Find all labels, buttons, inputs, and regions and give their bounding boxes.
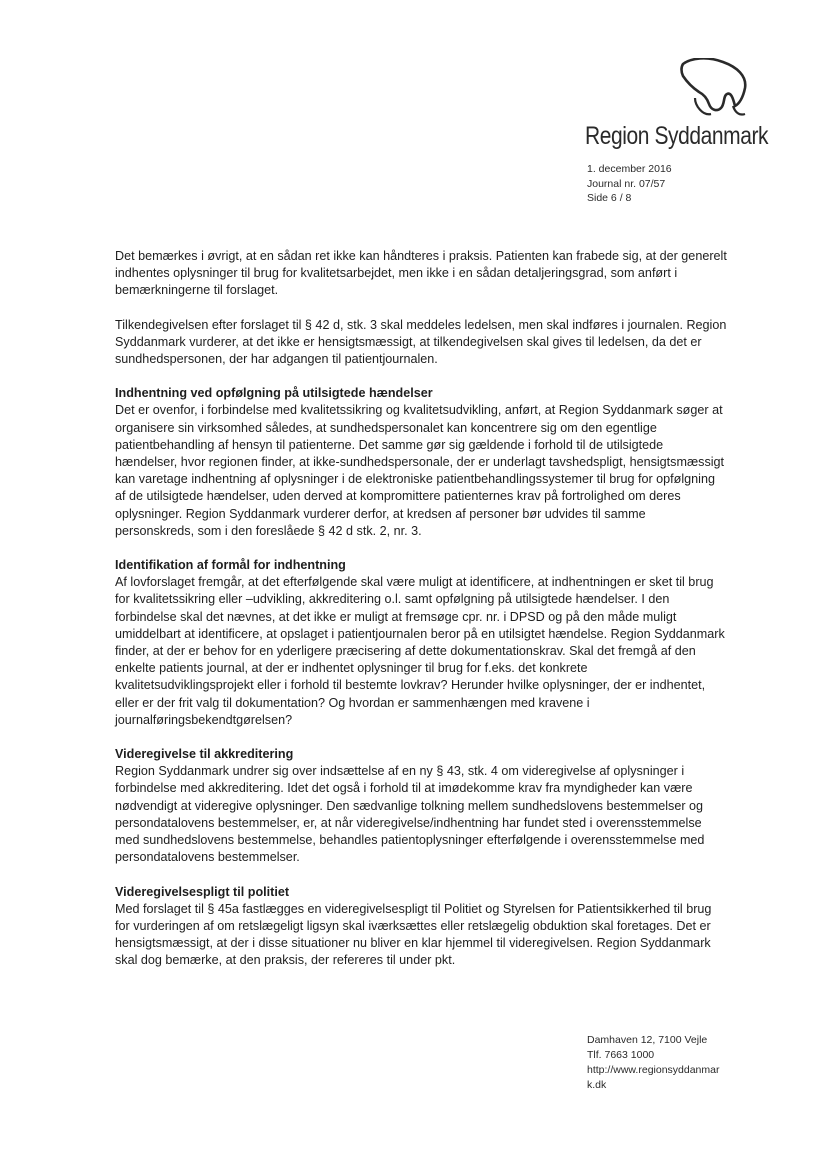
section-text: Af lovforslaget fremgår, at det efterfølgende skal være muligt at identificere, at indhentningen er sket til brug for kvalitetssikring eller –udvikling, akkreditering o.l. samt opfølgning på utilsigtede hændelser. I den forbindelse skal det nævnes, at det ikke er muligt at fremsøge cpr. nr. i DPSD og på den måde muligt umiddelbart at identificere, at opslaget i patientjournalen beror på en utilsigtet hændelse. Region Syddanmark finder, at der er behov for en yderligere præcisering af dette dokumentationskrav. Skal det fremgå af den enkelte patients journal, at der er indhentet oplysninger til brug for f.eks. det konkrete kvalitetsudviklingsprojekt eller i forhold til bestemte lovkrav? Herunder hvilke oplysninger, der er indhentet, eller er der frit valg til dokumentation? Og hvordan er sammenhængen med kravene i journalføringsbekendtgørelsen? <box>115 575 725 727</box>
logo-text: Region Syddanmark <box>585 122 769 150</box>
logo-mark-icon <box>673 58 753 120</box>
section-heading: Identifikation af formål for indhentning <box>115 558 346 573</box>
paragraph: Tilkendegivelsen efter forslaget til § 42 d, stk. 3 skal meddeles ledelsen, men skal indføres i journalen. Region Syddanmark vurderer, at det ikke er hensigtsmæssigt, at tilkendegivelsen skal gives til ledelsen, da det er sundhedspersonen, der har adgangen til patientjournalen. <box>115 317 727 367</box>
footer-contact <box>587 1033 727 1093</box>
section-heading: Videregivelsespligt til politiet <box>115 884 290 899</box>
section-akkreditering <box>115 746 727 866</box>
section-text: Region Syddanmark undrer sig over indsættelse af en ny § 43, stk. 4 om videregivelse af oplysninger i forbindelse med akkreditering. Idet det også i forhold til at imødekomme krav fra myndigheder kan være nødvendigt at videregive oplysninger. Den sædvanlige tolkning mellem sundhedslovens bestemmelser og persondatalovens bestemmelser, er, at når videregivelse/indhentning har fundet sted i overensstemmelse med sundhedslovens bestemmelse, behandles patientoplysninger efterfølgende i overensstemmelse med persondatalovens bestemmelser. <box>115 764 705 865</box>
section-heading: Indhentning ved opfølgning på utilsigtede hændelser <box>115 386 433 401</box>
letter-body <box>115 248 727 987</box>
footer-url: http://www.regionsyddanmark.dk <box>587 1064 720 1091</box>
document-meta <box>587 162 672 206</box>
footer-address: Damhaven 12, 7100 Vejle <box>587 1034 708 1046</box>
region-syddanmark-logo <box>585 58 775 158</box>
page-number: Side 6 / 8 <box>587 192 632 204</box>
section-text: Med forslaget til § 45a fastlægges en videregivelsespligt til Politiet og Styrelsen for Patientsikkerhed til brug for vurderingen af om retslægeligt ligsyn skal iværksættes eller retslægelig obduktion skal foretages. Det er hensigtsmæssigt, at der i disse situationer nu bliver en klar hjemmel til videregivelsen. Region Syddanmark skal dog bemærke, at den praksis, der refereres til under pkt. <box>115 901 712 968</box>
document-date: 1. december 2016 <box>587 163 672 175</box>
section-politiet <box>115 884 727 970</box>
journal-number: Journal nr. 07/57 <box>587 177 666 190</box>
section-indhentning <box>115 385 727 540</box>
paragraph: Det bemærkes i øvrigt, at en sådan ret ikke kan håndteres i praksis. Patienten kan frabede sig, at der generelt indhentes oplysninger til brug for kvalitetsarbejdet, men ikke i en sådan detaljeringsgrad, som anført i bemærkningerne til forslaget. <box>115 249 727 298</box>
section-text: Det er ovenfor, i forbindelse med kvalitetssikring og kvalitetsudvikling, anført, at Region Syddanmark søger at organisere sin virksomhed således, at sundhedspersonalet kan koncentrere sig om den egentlige patientbehandling af hensyn til patienterne. Det samme gør sig gældende i forhold til de utilsigtede hændelser, hvor regionen finder, at ikke-sundhedspersonale, der er underlagt tavshedspligt, hensigtsmæssigt kan varetage indhentning af oplysninger i de elektroniske patientbehandlingssystemer til brug for opfølgning af de utilsigtede hændelser, uden derved at kompromittere patienternes krav på fortrolighed om deres oplysninger. Region Syddanmark vurderer derfor, at kredsen af personer bør udvides til samme personskreds, som i den foreslåede § 42 d stk. 2, nr. 3. <box>115 403 725 538</box>
section-identifikation <box>115 557 727 729</box>
section-heading: Videregivelse til akkreditering <box>115 747 294 762</box>
footer-phone: Tlf. 7663 1000 <box>587 1049 655 1061</box>
